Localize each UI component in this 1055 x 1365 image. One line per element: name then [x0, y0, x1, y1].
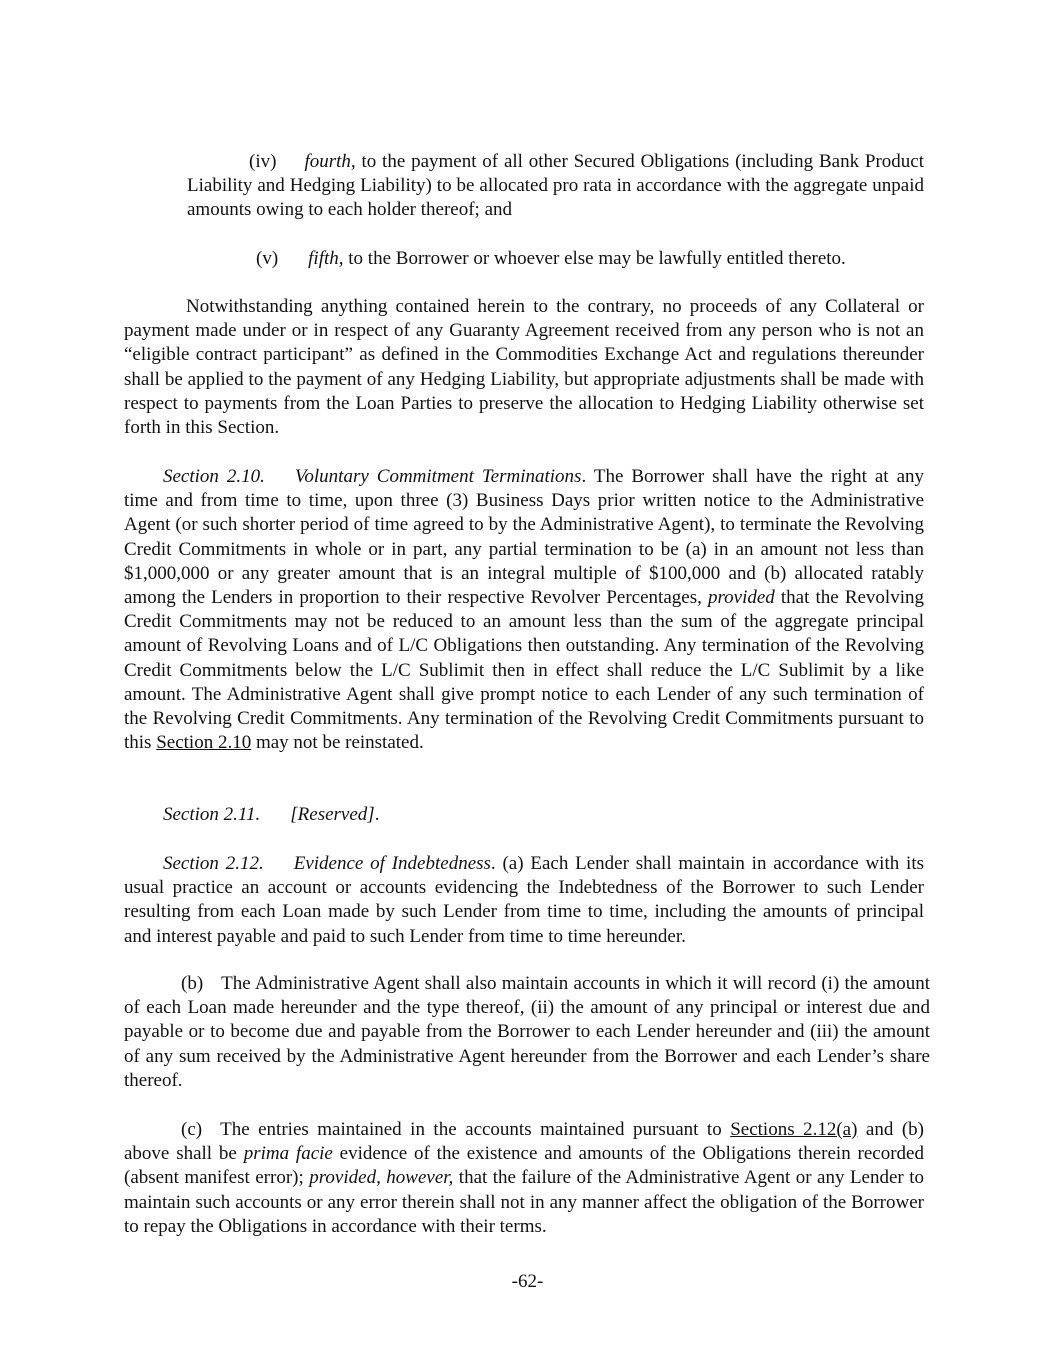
- clause-v-lead: fifth,: [308, 248, 344, 269]
- clause-c-text-1: The entries maintained in the accounts maintained pursuant to: [220, 1119, 731, 1140]
- clause-b-text: The Administrative Agent shall also maintain accounts in which it will record (i) the amount of each Loan made hereunder and the type thereof, (ii) the amount of any principal or interest due and payable or to become due and payable from the Borrower to each Lender hereunder and (iii) the amount of any sum received by the Administrative Agent hereunder from the Borrower and each Lender’s share thereof.: [124, 973, 930, 1091]
- section-2-12-number: Section 2.12.: [163, 853, 264, 874]
- page-number: -62-: [511, 1271, 544, 1292]
- clause-c-text-3: evidence of the existence and amounts of the Obligations therein recorded (absent manifest error);: [124, 1143, 924, 1189]
- clause-v-text: to the Borrower or whoever else may be lawfully entitled thereto.: [343, 248, 846, 269]
- clause-iv-label: (iv): [249, 151, 277, 172]
- section-2-10-provided: provided: [707, 587, 775, 609]
- section-2-10-ref: Section 2.10: [156, 732, 252, 754]
- section-2-12-paragraph: [124, 852, 924, 949]
- section-2-10-number: Section 2.10.: [163, 466, 265, 487]
- clause-iv-lead: fourth,: [304, 151, 356, 172]
- section-2-10-text-3: may not be reinstated.: [251, 732, 424, 754]
- section-2-11-title: [Reserved]: [290, 804, 375, 825]
- clause-c-ref: Sections 2.12(a): [730, 1119, 858, 1140]
- clause-c-text-2: and (b) above shall be: [124, 1119, 924, 1165]
- section-2-10-text-1: . The Borrower shall have the right at any time and from time to time, upon three (3) Business Days prior written notice to the Administrative Agent (or such shorter period of time agreed to by the Administrative Agent), to terminate the Revolving Credit Commitments in whole or in part, any partial termination to be (a) in an amount not less than $1,000,000 or any greater amount that is an integral multiple of $100,000 and (b) allocated ratably among the Lenders in proportion to their respective Revolver Percentages,: [124, 466, 924, 609]
- section-2-11-number: Section 2.11.: [163, 804, 261, 825]
- notwithstanding-paragraph: [124, 295, 924, 440]
- section-2-10-text-2: that the Revolving Credit Commitments may not be reduced to an amount less than the sum of the aggregate principal amount of Revolving Loans and of L/C Obligations then outstanding. Any termination of the Revolving Credit Commitments below the L/C Sublimit then in effect shall reduce the L/C Sublimit by a like amount. The Administrative Agent shall give prompt notice to each Lender of any such termination of the Revolving Credit Commitments. Any termination of the Revolving Credit Commitments pursuant to this: [124, 587, 924, 754]
- clause-c-provided-however: provided, however,: [309, 1167, 454, 1189]
- section-2-12-title: Evidence of Indebtedness: [293, 853, 491, 874]
- section-2-12-text: . (a) Each Lender shall maintain in accordance with its usual practice an account or accounts evidencing the Indebtedness of the Borrower to such Lender resulting from each Loan made by such Lender from time to time, including the amounts of principal and interest payable and paid to such Lender from time to time hereunder.: [124, 853, 924, 947]
- clause-v-paragraph: [256, 247, 936, 271]
- clause-iv-paragraph: [187, 150, 924, 223]
- clause-b-label: (b): [181, 973, 204, 994]
- clause-b-paragraph: [124, 972, 930, 1093]
- clause-c-text-4: that the failure of the Administrative Agent or any Lender to maintain such accounts or any error therein shall not in any manner affect the obligation of the Borrower to repay the Obligations in accordance with their terms.: [124, 1167, 924, 1237]
- section-2-10-title: Voluntary Commitment Terminations: [294, 466, 582, 487]
- notwithstanding-text: Notwithstanding anything contained herein to the contrary, no proceeds of any Collateral or payment made under or in respect of any Guaranty Agreement received from any person who is not an “eligible contract participant” as defined in the Commodities Exchange Act and regulations thereunder shall be applied to the payment of any Hedging Liability, but appropriate adjustments shall be made with respect to payments from the Loan Parties to preserve the allocation to Hedging Liability otherwise set forth in this Section.: [124, 296, 924, 439]
- clause-c-paragraph: [124, 1118, 924, 1239]
- section-2-11-paragraph: [163, 803, 924, 827]
- section-2-10-paragraph: [124, 465, 924, 755]
- section-2-11-tail: .: [374, 804, 380, 825]
- clause-c-prima-facie: prima facie: [243, 1143, 333, 1165]
- clause-iv-text: to the payment of all other Secured Obligations (including Bank Product Liability and Hedging Liability) to be allocated pro rata in accordance with the aggregate unpaid amounts owing to each holder thereof; and: [187, 151, 924, 221]
- clause-c-label: (c): [181, 1119, 203, 1140]
- clause-v-label: (v): [256, 248, 279, 269]
